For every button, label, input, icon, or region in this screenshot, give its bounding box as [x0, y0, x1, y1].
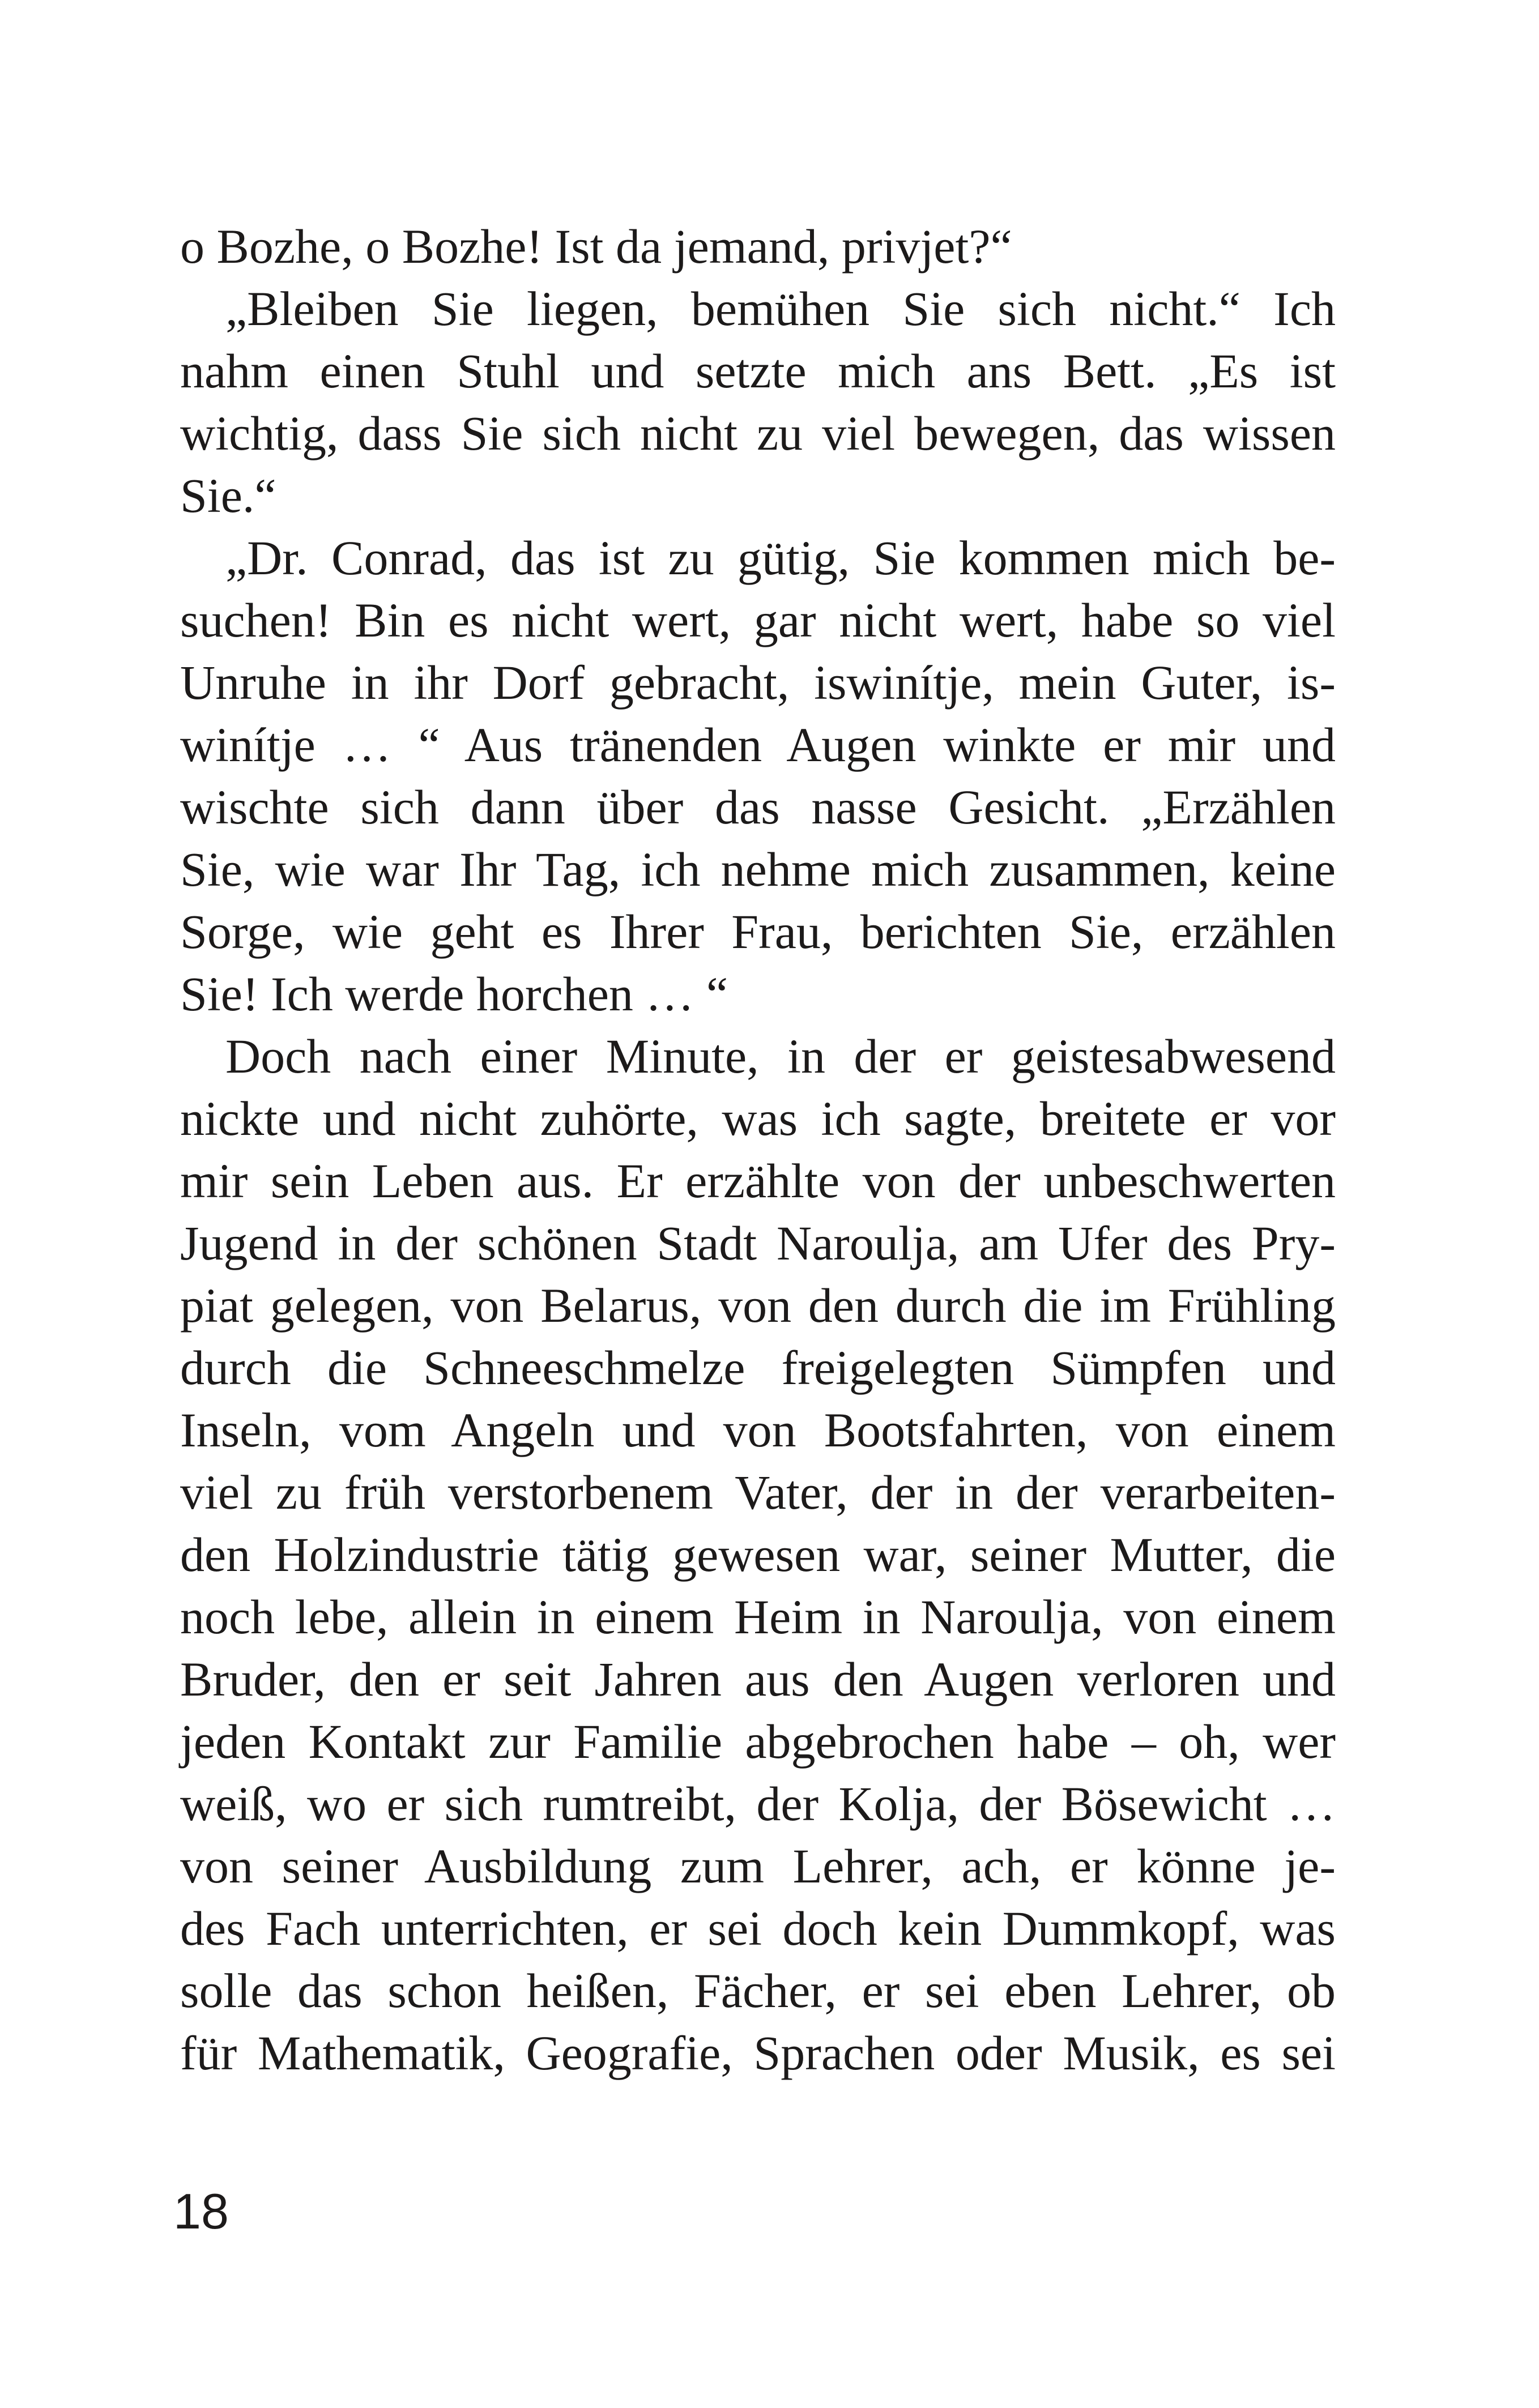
- text-line: mir sein Leben aus. Er erzählte von der unbeschwerten: [180, 1154, 1336, 1208]
- text-line: den Holzindustrie tätig gewesen war, seiner Mutter, die: [180, 1527, 1336, 1582]
- text-line: jeden Kontakt zur Familie abgebrochen habe – oh, wer: [180, 1714, 1336, 1769]
- body-text: [180, 215, 1336, 2084]
- text-line: nahm einen Stuhl und setzte mich ans Bett. „Es ist: [180, 344, 1336, 398]
- text-line: Sie.“: [180, 468, 276, 523]
- text-line: viel zu früh verstorbenem Vater, der in der verarbeiten-: [180, 1465, 1336, 1519]
- text-line: „Dr. Conrad, das ist zu gütig, Sie kommen mich be-: [225, 531, 1336, 585]
- text-line: durch die Schneeschmelze freigelegten Sümpfen und: [180, 1340, 1336, 1395]
- text-line: weiß, wo er sich rumtreibt, der Kolja, der Bösewicht …: [180, 1777, 1336, 1831]
- text-line: Inseln, vom Angeln und von Bootsfahrten, von einem: [180, 1403, 1336, 1457]
- text-line: Jugend in der schönen Stadt Naroulja, am Ufer des Pry-: [180, 1216, 1336, 1270]
- text-line: suchen! Bin es nicht wert, gar nicht wert, habe so viel: [180, 593, 1336, 647]
- text-line: „Bleiben Sie liegen, bemühen Sie sich nicht.“ Ich: [225, 281, 1336, 336]
- text-line: von seiner Ausbildung zum Lehrer, ach, er könne je-: [180, 1839, 1336, 1893]
- text-line: noch lebe, allein in einem Heim in Naroulja, von einem: [180, 1590, 1336, 1644]
- text-line: winítje … “ Aus tränenden Augen winkte er mir und: [180, 718, 1336, 772]
- text-line: Bruder, den er seit Jahren aus den Augen verloren und: [180, 1652, 1336, 1706]
- text-line: Sie! Ich werde horchen … “: [180, 967, 728, 1021]
- text-line: Unruhe in ihr Dorf gebracht, iswinítje, mein Guter, is-: [180, 655, 1336, 710]
- text-line: piat gelegen, von Belarus, von den durch die im Frühling: [180, 1278, 1336, 1333]
- text-line: Sorge, wie geht es Ihrer Frau, berichten Sie, erzählen: [180, 904, 1336, 959]
- text-line: Doch nach einer Minute, in der er geistesabwesend: [225, 1029, 1336, 1083]
- text-line: des Fach unterrichten, er sei doch kein Dummkopf, was: [180, 1901, 1336, 1956]
- text-line: nickte und nicht zuhörte, was ich sagte, breitete er vor: [180, 1091, 1336, 1146]
- text-line: wichtig, dass Sie sich nicht zu viel bewegen, das wissen: [180, 406, 1336, 460]
- text-line: für Mathematik, Geografie, Sprachen oder Musik, es sei: [180, 2026, 1336, 2080]
- text-line: wischte sich dann über das nasse Gesicht. „Erzählen: [180, 780, 1336, 834]
- text-line: solle das schon heißen, Fächer, er sei eben Lehrer, ob: [180, 1963, 1336, 2018]
- text-line: Sie, wie war Ihr Tag, ich nehme mich zusammen, keine: [180, 842, 1336, 896]
- text-line: o Bozhe, o Bozhe! Ist da jemand, privjet?“: [180, 219, 1012, 274]
- page-number: 18: [173, 2183, 229, 2239]
